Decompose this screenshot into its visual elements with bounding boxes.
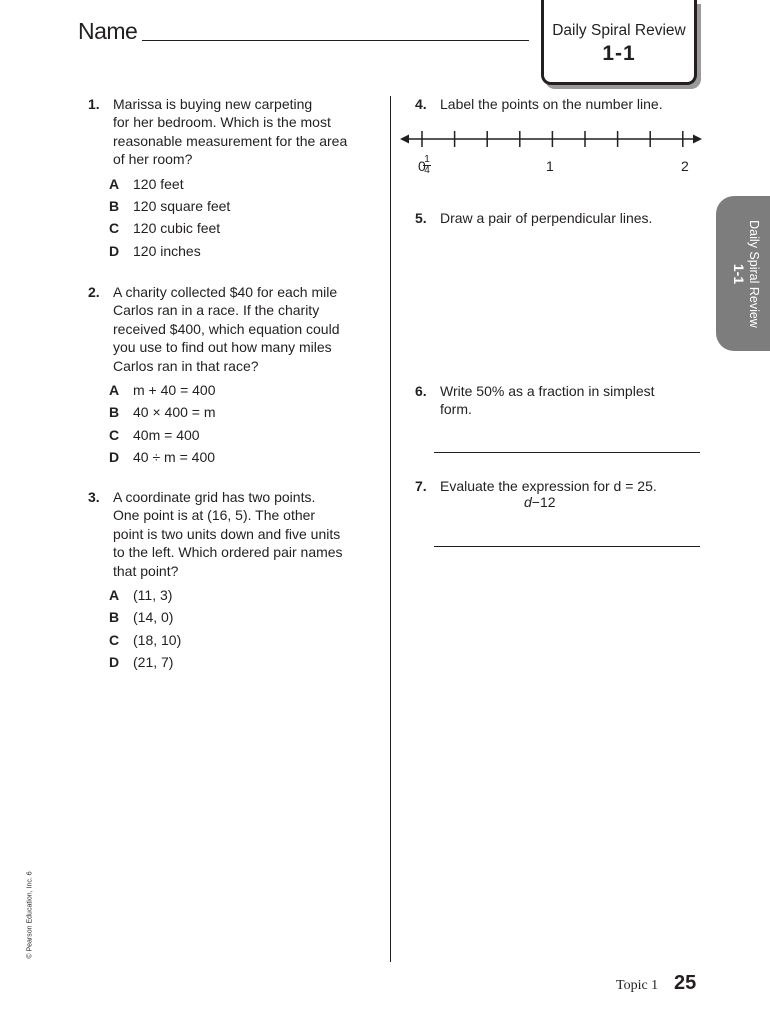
side-tab [716,196,770,351]
side-tab-title: Daily Spiral Review [747,219,761,328]
answer-option-d[interactable]: D 40 ÷ m = 400 [109,448,216,465]
question-text: Write 50% as a fraction in simplest form. [440,383,655,418]
right-arrow-icon [693,135,702,144]
column-divider [390,96,391,962]
question-number: 3. [88,489,100,505]
number-line-label-0: 0 [418,158,426,174]
question-5 [415,209,715,227]
lesson-title: Daily Spiral Review [552,22,686,39]
answer-option-a[interactable]: A (11, 3) [109,587,173,604]
answer-line-6[interactable] [434,452,700,453]
name-label: Name [78,18,138,44]
expression [524,494,556,510]
question-text: A charity collected $40 for each mile Carlos ran in a race. If the charity received $400, which equation could you use to find out how many miles Carlos ran in that race? [113,284,340,374]
answer-option-b[interactable]: B (14, 0) [109,609,174,626]
answer-options [109,584,388,673]
question-text: Draw a pair of perpendicular lines. [440,210,653,226]
page-number: 25 [674,972,697,994]
number-line-label-1: 1 [546,158,554,174]
question-text: Label the points on the number line. [440,96,663,112]
question-number: 1. [88,96,100,112]
number-line [400,124,702,154]
question-number: 5. [415,210,427,226]
question-7 [415,477,715,495]
name-field-line[interactable] [142,40,529,41]
side-tab-number: 1-1 [731,263,747,284]
answer-option-d[interactable]: D 120 inches [109,242,201,259]
question-text: A coordinate grid has two points. One point is at (16, 5). The other point is two units down and five units to the left. Which ordered pair names that point? [113,489,343,579]
left-arrow-icon [400,135,409,144]
answer-option-c[interactable]: C 40m = 400 [109,426,200,443]
answer-option-b[interactable]: B 120 square feet [109,197,231,214]
answer-line-7[interactable] [434,546,700,547]
question-number: 7. [415,478,427,494]
question-number: 6. [415,383,427,399]
question-number: 2. [88,284,100,300]
question-3 [88,488,388,673]
question-number: 4. [415,96,427,112]
number-line-fraction-label [421,155,433,176]
answer-option-b[interactable]: B 40 × 400 = m [109,404,216,421]
question-4 [415,95,715,113]
lesson-box [541,0,697,85]
question-1 [88,95,388,262]
answer-option-d[interactable]: D (21, 7) [109,653,174,670]
answer-option-c[interactable]: C 120 cubic feet [109,220,221,237]
fraction-denominator: 4 [424,165,430,176]
number-line-label-2: 2 [681,158,689,174]
question-text: Evaluate the expression for d = 25. [440,478,657,494]
expression-variable: d [524,494,532,510]
copyright-notice: © Pearson Education, Inc. 6 [26,871,34,959]
lesson-number: 1-1 [602,42,636,65]
answer-options [109,379,388,468]
answer-option-a[interactable]: A m + 40 = 400 [109,382,216,399]
fraction-numerator: 1 [424,154,430,165]
answer-option-a[interactable]: A 120 feet [109,175,184,192]
drawing-area[interactable] [415,232,705,372]
footer-topic: Topic 1 [616,978,659,993]
answer-option-c[interactable]: C (18, 10) [109,631,182,648]
question-2 [88,283,388,468]
expression-rest: −12 [531,494,556,510]
question-text: Marissa is buying new carpeting for her bedroom. Which is the most reasonable measurement for the area of her room? [113,96,348,168]
question-6 [415,382,715,419]
answer-options [109,173,388,262]
